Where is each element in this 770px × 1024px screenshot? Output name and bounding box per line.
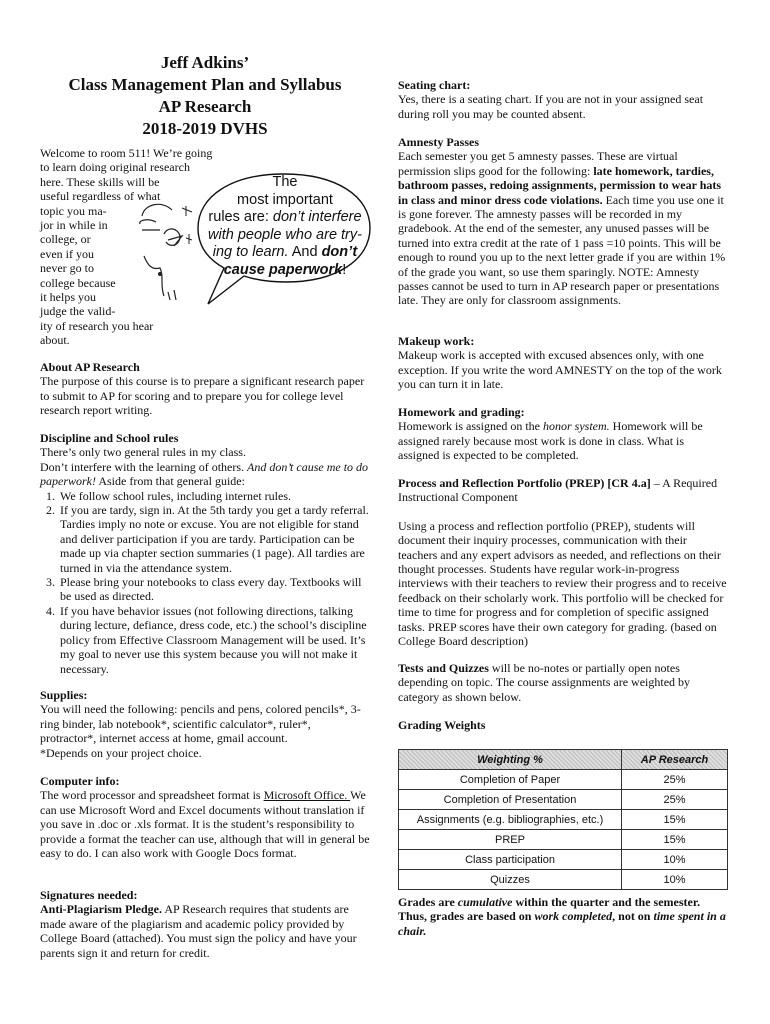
section-body [398, 149, 728, 307]
table-header-row [399, 750, 728, 770]
section-heading: Homework and grading: [398, 405, 525, 419]
discipline-section [40, 431, 370, 676]
column-header: Weighting % [399, 750, 622, 770]
table-row [399, 870, 728, 890]
bubble-text-part: don’t interfere [272, 209, 362, 225]
section-body: You will need the following: pencils and pens, colored pencils*, 3-ring binder, lab notebook*, scientific calculator*, ruler*, protractor*, internet access at home, gmail account. [40, 702, 361, 746]
title-line: 2018-2019 DVHS [142, 119, 268, 138]
weight-cell: 25% [622, 790, 728, 810]
bubble-text-part: ing to learn. [212, 244, 289, 260]
section-heading: Amnesty Passes [398, 135, 479, 149]
body-part: cumulative [457, 895, 513, 909]
section-heading: Supplies: [40, 688, 88, 702]
homework-section [398, 405, 728, 463]
seating-section [398, 78, 728, 121]
title-line: AP Research [158, 97, 252, 116]
makeup-section [398, 334, 728, 392]
intro-line: it helps you [40, 290, 96, 305]
intro-line: college, or [40, 232, 91, 247]
body-part: Anti-Plagiarism Pledge. [40, 902, 162, 917]
intro-line: college because [40, 275, 116, 290]
section-body [398, 895, 728, 938]
intro-line: to learn doing original research [40, 160, 190, 175]
category-cell: Assignments (e.g. bibliographies, etc.) [399, 810, 622, 830]
section-heading: Signatures needed: [40, 888, 138, 902]
weight-cell: 15% [622, 830, 728, 850]
bubble-text-part: don’t [321, 244, 358, 260]
amnesty-section [398, 135, 728, 308]
weight-cell: 15% [622, 810, 728, 830]
list-item: 2. If you are tardy, sign in. At the 5th tardy you get a tardy referral. Tardies imply no note or excuse. You are not eligible for stand and deliver participation if you are tardy. Participation can be made up via chapter section summaries (1 page). All tardies are turned in via the attendance system. [58, 503, 370, 575]
weight-cell: 10% [622, 850, 728, 870]
body-part: And don’t cause me to do paperwork! [40, 459, 369, 489]
grading-weights-table [398, 749, 728, 890]
category-cell: Completion of Paper [399, 770, 622, 790]
category-cell: Quizzes [399, 870, 622, 890]
bubble-line [200, 227, 370, 245]
body-part: honor system. [542, 419, 610, 434]
body-part: Grades are [398, 895, 458, 909]
intro-line: Welcome to room 511! We’re going [40, 146, 213, 160]
section-heading: Seating chart: [398, 78, 471, 92]
intro-line: here. These skills will be [40, 174, 160, 189]
intro-line: jor in while in [40, 218, 108, 233]
bubble-text-part: cause paperwork [223, 261, 343, 278]
section-body [398, 419, 728, 462]
body-part: Homework will be assigned rarely because most work is done in class. What is assigned is expected to be completed. [398, 419, 703, 463]
title-line: Class Management Plan and Syllabus [68, 75, 342, 94]
body-part: Aside from that general guide: [96, 474, 245, 489]
bubble-text-part: ! [342, 261, 347, 278]
section-body: The purpose of this course is to prepare a significant research paper to submit to AP for scoring and to prepare you for college level research report writing. [40, 374, 365, 418]
bubble-text-part: with people who are try- [208, 226, 362, 243]
section-heading: Grading Weights [398, 718, 486, 732]
section-body: Using a process and reflection portfolio (PREP), students will document their inquiry processes, communication with their teachers and any expert advisors as needed, and reflections on their thought processes. Students have regular work-in-progress interviews with their teachers to review their progress and to receive feedback on their scholarly work. This portfolio will be checked for time to time for progress and for completion of specific assigned tasks. PREP scores have their own category for grading. (based on College Board description) [398, 518, 727, 649]
face-sketch-icon [134, 196, 194, 306]
section-heading: About AP Research [40, 360, 140, 374]
bubble-line: The [272, 174, 298, 190]
intro-line: about. [40, 333, 70, 348]
section-body: Makeup work is accepted with excused absences only, with one exception. If you write the word AMNESTY on the top of the work you can turn it in late. [398, 348, 722, 392]
section-heading: Process and Reflection Portfolio (PREP) [CR 4.a] [398, 476, 651, 490]
weights-table [398, 749, 728, 890]
body-part: Each time you use one it is gone forever. The amnesty passes will be recorded in my gradebook. At the end of the semester, any unused passes will be turned into extra credit at the rate of 1 pass =10 points. This will be enough to round you up to the next letter grade if you are within 1% of the grade you want, so use them sparingly. NOTE: Amnesty passes cannot be used to turn in AP research paper or presentations late. They are only for classroom assignments. [398, 192, 726, 308]
body-part: time spent in a chair. [398, 909, 726, 938]
grades-note [398, 895, 728, 938]
list-item: 4. If you have behavior issues (not following directions, talking during lecture, defiance, dress code, etc.) the school’s discipline policy from Effective Classroom Management will be used. It’s my goal to never use this system because you will not make it necessary. [58, 604, 370, 676]
body-part: Each semester you get 5 amnesty passes. These are virtual permission slips good for the following: [398, 149, 678, 178]
table-row [399, 790, 728, 810]
section-body: *Depends on your project choice. [40, 745, 202, 760]
column-header: AP Research [622, 750, 728, 770]
bubble-line [200, 262, 370, 280]
intro-line: even if you [40, 246, 94, 261]
table-row [399, 850, 728, 870]
list-item: 1. We follow school rules, including internet rules. [58, 489, 370, 503]
table-row [399, 830, 728, 850]
body-part: The word processor and spreadsheet format is [40, 788, 264, 803]
weight-cell: 10% [622, 870, 728, 890]
list-item: 3. Please bring your notebooks to class every day. Textbooks will be used as directed. [58, 575, 370, 604]
supplies-section [40, 688, 370, 760]
body-part: – A Required Instructional Component [398, 476, 718, 505]
weight-cell: 25% [622, 770, 728, 790]
body-part: , not on [612, 909, 654, 924]
bubble-text-part: And [288, 244, 322, 260]
bubble-text-part: rules are: [208, 209, 273, 225]
section-heading: Discipline and School rules [40, 431, 179, 445]
category-cell: Completion of Presentation [399, 790, 622, 810]
tests-section [398, 661, 728, 704]
section-heading: Tests and Quizzes [398, 661, 489, 675]
signatures-section [40, 888, 370, 960]
table-row [399, 810, 728, 830]
section-heading: Computer info: [40, 774, 120, 788]
category-cell: PREP [399, 830, 622, 850]
section-body [40, 902, 370, 960]
grading-section [398, 718, 728, 732]
speech-bubble-text [200, 174, 370, 279]
body-part: Microsoft Office. [263, 788, 351, 803]
section-heading: Makeup work: [398, 334, 475, 348]
prep-section [398, 476, 728, 648]
computer-section [40, 774, 370, 860]
bubble-line [200, 244, 370, 262]
document-title [40, 52, 370, 140]
section-body: There’s only two general rules in my class. [40, 445, 246, 460]
category-cell: Class participation [399, 850, 622, 870]
intro-line: never go to [40, 261, 94, 276]
body-part: AP Research requires that students are made aware of the plagiarism and academic policy provided by College Board (attached). You must sign the policy and have your parents sign it and return for credit. [40, 902, 357, 960]
section-body: Yes, there is a seating chart. If you are not in your assigned seat during roll you may be counted absent. [398, 92, 704, 121]
rules-list [40, 489, 370, 676]
intro-line: useful regardless of what [40, 189, 161, 204]
body-part: work completed [534, 909, 613, 924]
bubble-line: most important [237, 191, 333, 208]
title-line: Jeff Adkins’ [160, 53, 250, 72]
about-section [40, 360, 370, 418]
section-body [40, 788, 370, 860]
bubble-line [200, 209, 370, 227]
body-part: We can use Microsoft Word and Excel documents without translation if you save in .doc or .xls format. It is the student’s responsibility to provide a format the teacher can use, although that will in general be easy to do. I can also work with Google Docs format. [40, 788, 370, 861]
section-body [398, 661, 728, 704]
intro-line: topic you ma- [40, 203, 107, 218]
body-part: late homework, tardies, bathroom passes, redoing assignments, permission to wear hats in class and minor dress code violations. [398, 163, 722, 207]
intro-line: judge the valid- [40, 304, 116, 319]
section-heading-line [398, 476, 728, 505]
table-row [399, 770, 728, 790]
body-part: within the quarter and the semester. Thus, grades are based on [398, 895, 701, 924]
body-part: Homework is assigned on the [398, 419, 543, 434]
section-body [40, 460, 370, 489]
intro-line: ity of research you hear [40, 318, 154, 333]
body-part: Don’t interfere with the learning of others. [40, 459, 248, 474]
body-part: will be no-notes or partially open notes depending on topic. The course assignments are weighted by category as shown below. [398, 661, 691, 704]
